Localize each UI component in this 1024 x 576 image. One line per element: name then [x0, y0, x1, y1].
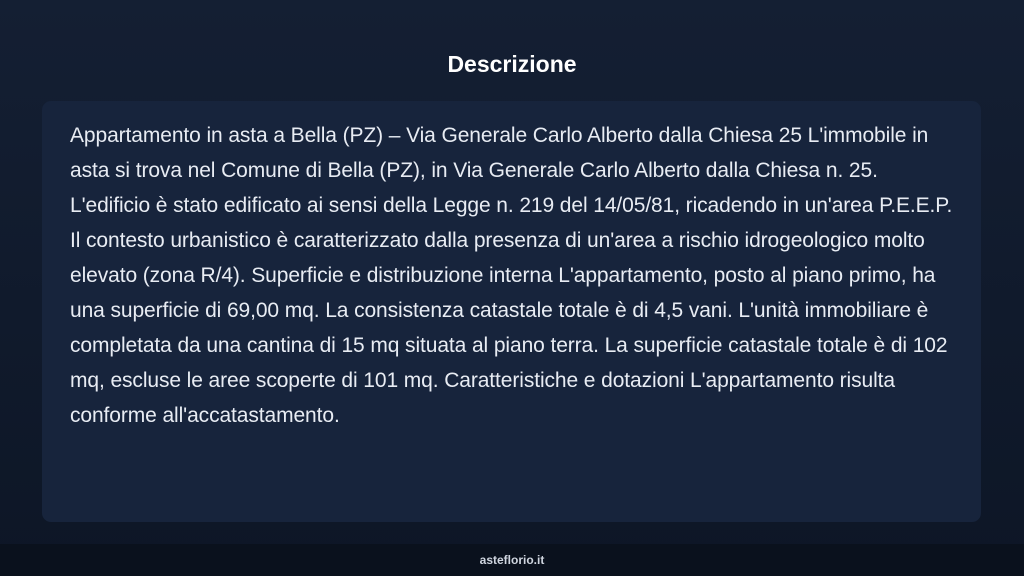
- page-title: Descrizione: [447, 51, 577, 77]
- description-text: Appartamento in asta a Bella (PZ) – Via Generale Carlo Alberto dalla Chiesa 25 L'immobile in asta si trova nel Comune di Bella (PZ), in Via Generale Carlo Alberto dalla Chiesa n. 25. L'edificio è stato edificato ai sensi della Legge n. 219 del 14/05/81, ricadendo in un'area P.E.E.P. Il contesto urbanistico è caratterizzato dalla presenza di un'area a rischio idrogeologico molto elevato (zona R/4). Superficie e distribuzione interna L'appartamento, posto al piano primo, ha una superficie di 69,00 mq. La consistenza catastale totale è di 4,5 vani. L'unità immobiliare è completata da una cantina di 15 mq situata al piano terra. La superficie catastale totale è di 102 mq, escluse le aree scoperte di 101 mq. Caratteristiche e dotazioni L'appartamento risulta conforme all'accatastamento.: [70, 124, 953, 427]
- description-card: [42, 101, 981, 522]
- footer: [0, 544, 1024, 576]
- footer-site-link[interactable]: asteflorio.it: [479, 553, 545, 567]
